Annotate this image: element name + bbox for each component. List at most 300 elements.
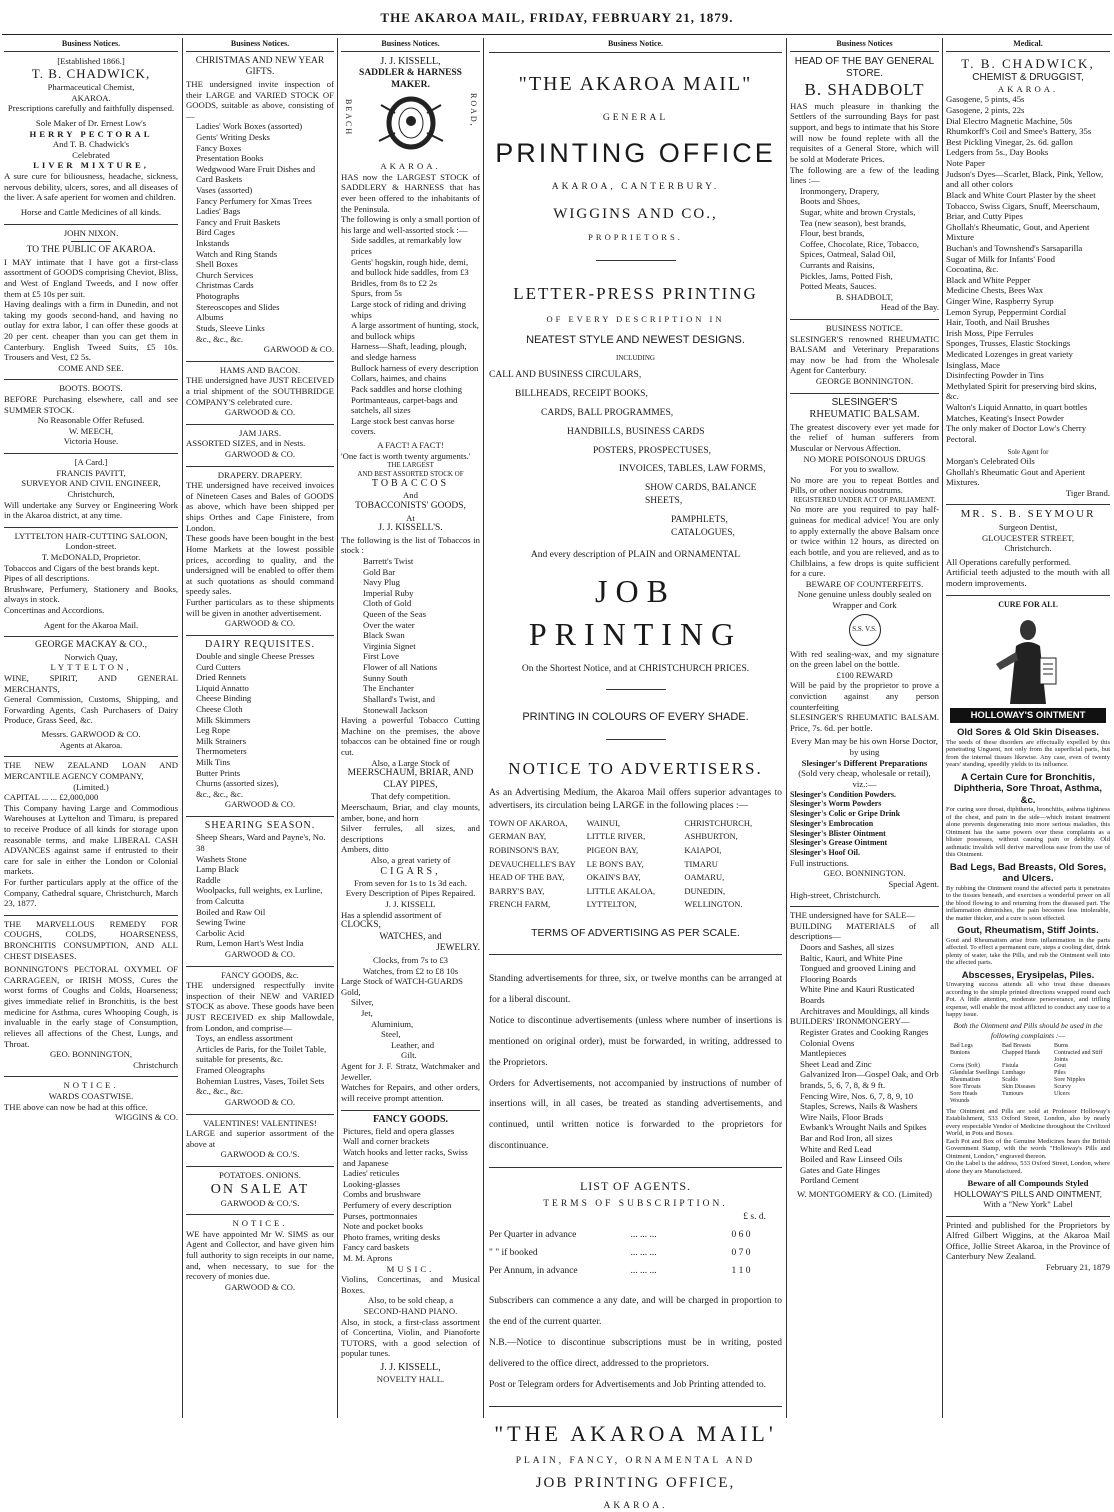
special-agent: Special Agent. [888,878,939,889]
list-item: Dried Rennets [196,672,246,683]
list-item: Toys, an endless assortment [196,1033,293,1044]
fancy-sig: GARWOOD & CO. [224,1096,296,1107]
place-item: LITTLE RIVER, [586,831,646,842]
footer-title: "THE AKAROA MAIL' [494,1420,777,1446]
at-line: At [406,512,415,523]
dairy-heading: DAIRY REQUISITES. [205,638,315,650]
list-item: Fancy card baskets [343,1242,410,1253]
bronch-body: For curing sore throat, diphtheria, bronchitis, asthma tightness of the chest, and pain in the side—which instant treatment alone prevents degenerating into more serious maladies, this Ointment has the same powers over these complaints as a blister possesses, without causing pain or debility. Old asthmatic invalids will derive marvellous ease from the use of this Ointment. [946,806,1110,859]
ad-holloway [946,600,1110,1210]
print-service-item: SHOW CARDS, BALANCE SHEETS, [645,483,757,506]
list-item: Ladies' reticules [343,1168,400,1179]
no-more-heading: NO MORE POISONOUS DRUGS [803,453,926,464]
list-item: Side saddles, at remarkably low prices [351,235,462,256]
saddle-emblem [341,93,480,161]
tobacconists-heading: TOBACCONISTS' GOODS, [355,501,466,512]
piano-heading: SECOND-HAND PIANO. [363,1306,458,1317]
shadbolt-following: The following are a few of the leading lines :— [790,164,939,186]
xmas-sig: GARWOOD & CO. [263,344,334,355]
shear-list [186,832,334,949]
list-item: Judson's Dyes—Scarlet, Black, Pink, Yellow, and all other colors [946,168,1104,190]
silver-body: Silver ferrules, all sizes, and descriptions [341,823,480,844]
kissell-body: The following is only a small portion of his large and well-assorted stock :— [341,214,480,235]
imprint [946,1220,1110,1273]
list-item: White and Red Lead [800,1143,872,1154]
list-item: Milk Strainers [196,735,246,746]
drapery-body: THE undersigned have received invoices of Nineteen Cases and Bales of GOODS as above, which have been shipped per ships Orthes and Cape Finistere, from London. [186,480,334,533]
print-service-item: HANDBILLS, BUSINESS CARDS [567,426,705,437]
list-item: Coffee, Chocolate, Rice, Tobacco, [800,238,919,249]
divider [186,1166,334,1167]
divider [186,635,334,636]
list-item: Curd Cutters [196,661,241,672]
fact-heading: A FACT! A FACT! [377,439,444,450]
complaint-item: Fistula [1002,1063,1019,1070]
list-item: Christmas Cards [196,280,254,291]
list-item: Photo frames, writing desks [343,1231,441,1242]
tiger-line: Tiger Brand. [1065,487,1110,498]
list-item: The Enchanter [363,683,414,694]
ad-lyttelton-saloon [4,531,178,630]
column-heading: Business Notices [790,38,939,52]
divider [4,1076,178,1077]
list-item: A large assortment of hunting, stock, and bullock whips [351,320,479,341]
list-item: Sunny South [363,672,408,683]
jewelry-heading: JEWELRY. [436,943,480,954]
chad-name: T. B. CHADWICK, [961,55,1095,71]
table-cell: " " if booked [489,1247,538,1258]
lsd-header: £ s. d. [743,1212,766,1223]
pavitt-title: SURVEYOR AND CIVIL ENGINEER, [21,478,161,489]
chadwick-town: AKAROA. [71,92,111,103]
column-4 [489,38,782,1511]
drapery-heading: DRAPERY. DRAPERY. [217,469,303,480]
divider [4,915,178,916]
list-item: Slesinger's Colic or Gripe Drink [790,809,901,818]
place-item: PIGEON BAY, [586,844,639,855]
shadbolt-sig: B. SHADBOLT, [835,291,894,302]
cutting-body: Having a powerful Tobacco Cutting Machine on the premises, the above tobaccos can be obtained fine or rough cut. [341,715,480,757]
ad-notice-sims [186,1218,334,1292]
ad-chadwick [4,56,178,218]
ad-fancy [186,970,334,1108]
place-item: DUNEDIN, [684,885,726,896]
complaint-item: Chapped Hands [1002,1049,1041,1056]
seymour-name: MR. S. B. SEYMOUR [960,508,1096,521]
complaint-item: Tumours [1002,1090,1024,1097]
list-item: Mantlepieces [800,1048,847,1059]
mackay-quay: Norwich Quay, [64,651,118,662]
place-item: WAINUI, [586,817,620,828]
list-item: Doors and Sashes, all sizes [800,942,894,953]
cure-label: CURE FOR ALL [998,599,1058,609]
list-item: Lemon Syrup, Peppermint Cordial [946,306,1067,317]
nz-body: This Company having Large and Commodious Warehouses at Lyttelton and Timaru, is prepared to receive Produce of all kinds for storage upon reasonable terms, and make LIBERAL CASH ADVANCES against same if entrusted to their care for sale in either the London or Colonial markets. [4,802,178,877]
list-item: Ironmongery, Drapery, [800,185,880,196]
list-item: Double and single Cheese Presses [196,650,315,661]
masthead-rule [2,34,1112,35]
table-cell: Per Quarter in advance [489,1229,577,1240]
also2-line: Also, a great variety of [370,855,451,865]
list-item: Sugar of Milk for Infants' Food [946,253,1055,264]
reward-heading: £100 REWARD [836,669,893,680]
repairs-body: Watches for Repairs, and other orders, will receive prompt attention. [341,1082,480,1103]
nz-body: For further particulars apply at the office of the Company, Cathedral square, Christchurch, March 23, 1877. [4,876,178,909]
place-item: ASHBURTON, [684,831,738,842]
list-item: Over the water [363,619,415,630]
list-item: Sponges, Trusses, Elastic Stockings [946,338,1071,349]
place-item: TOWN OF AKAROA, [489,817,568,828]
ambers-line: Ambers, ditto [341,844,389,855]
saloon-body: Pipes of all descriptions. [4,573,90,584]
list-item: Pictures, field and opera glasses [343,1125,455,1136]
ad-nixon [4,228,178,374]
table-cell: 1 1 0 [731,1265,751,1276]
divider [341,1110,480,1111]
divider [596,260,676,261]
list-item: Butter Prints [196,767,241,778]
sole-line: Ghollah's Rheumatic Gout and Aperient Mixtures. [946,466,1086,488]
divider [946,504,1110,505]
seal-container [790,614,939,646]
complaint-item: Glandular Swellings [950,1070,1000,1077]
side-label-right: ROAD, [469,93,478,128]
nixon-heading: TO THE PUBLIC OF AKAROA. [26,245,156,256]
proprietors-line: PROPRIETORS. [588,232,683,243]
place-item: LE BON'S BAY, [586,858,644,869]
final-sig: J. J. KISSELL, [380,1362,441,1374]
divider [186,424,334,425]
chad-town: AKAROA. [997,83,1059,94]
chemist-list [946,94,1110,444]
column-heading: Business Notices. [4,38,178,52]
list-item: Medicine Chests, Bees Wax [946,285,1044,296]
abscess-body: Unvarying success attends all who treat these diseases according to the simple printed directions wrapped round each Pot. A little attention, moderate perseverance, and trifling expense, will enable the most afflicted to conduct any case to a happy issue. [946,981,1110,1018]
bad-legs-heading: Bad Legs, Bad Breasts, Old Sores, and Ulcers. [949,861,1107,885]
ham-body: THE undersigned have JUST RECEIVED a trial shipment of the SOUTHBRIDGE COMPANY'S celebrated cure. [186,375,334,407]
shortest-line: On the Shortest Notice, and at CHRISTCHURCH PRICES. [521,663,750,674]
list-item: Ledgers from 5s., Day Books [946,147,1049,158]
neatest-line: NEATEST STYLE AND NEWEST DESIGNS. [526,333,745,346]
place-item: ROBINSON'S BAY, [489,844,560,855]
kissell-name: J. J. KISSELL, [380,55,441,67]
bn-heading: BUSINESS NOTICE. [825,323,904,334]
divider [489,1406,782,1407]
christchurch-line: Christchurch. [1004,543,1052,554]
boots-body: BEFORE Purchasing elsewhere, call and see SUMMER STOCK. [4,394,178,415]
also-line: Also, a Large Stock of [371,757,450,768]
chadwick-line: A sure cure for biliousness, headache, sickness, nervous debility, ulcers, sores, and all diseases of the liver. A safe aperient for women and children. [4,171,178,203]
list-item: Walton's Liquid Annatto, in quart bottles [946,402,1088,413]
list-item: Disinfecting Powder in Tins [946,370,1044,381]
shadbolt-sig: Head of the Bay. [880,302,939,313]
metals-list [341,987,480,1061]
pavitt-town: Christchurch, [67,488,115,499]
sles-heading: SLESINGER'S [831,396,898,408]
list-item: Bohemian Lustres, Vases, Toilet Sets [196,1075,325,1086]
val-sig: GARWOOD & CO.'S. [220,1149,300,1160]
fact-line: THE LARGEST [387,461,434,470]
complaint-item: Scalds [1002,1077,1018,1084]
adv-body: As an Advertising Medium, the Akaroa Mail offers superior advantages to advertisers, its circulation being LARGE in the following places :— [489,788,782,811]
divider [606,689,666,690]
list-item: Staples, Screws, Nails & Washers [800,1101,918,1112]
xmas-heading: CHRISTMAS AND NEW YEAR GIFTS. [195,55,325,78]
column-divider [942,38,943,1418]
general-label: GENERAL [602,112,669,123]
fact-line: AND BEST ASSORTED STOCK OF [357,469,464,478]
list-item: Gents' Writing Desks [196,131,270,142]
clocks-heading: CLOCKS, [341,920,381,931]
holloway-emblem [973,600,1083,708]
abscess-heading: Abscesses, Erysipelas, Piles. [961,969,1095,981]
kissell-sig: J. J. KISSELL [385,899,436,910]
list-item: Boots and Shoes, [800,196,861,207]
column-divider [483,38,484,1418]
colours-heading: PRINTING IN COLOURS OF EVERY SHADE. [522,711,749,724]
notice-heading: NOTICE. [63,1080,119,1091]
label-body: On the Label is the address, 533 Oxford Street, London, where alone they are Manufactured. [946,1160,1110,1175]
list-item: Photographs [196,291,240,302]
shadbolt-name: B. SHADBOLT [804,80,925,100]
kissell-town: AKAROA. [380,161,441,172]
list-item: Sewing Twine [196,917,246,928]
complaint-item: Bad Breasts [1002,1042,1031,1049]
column-heading: Medical. [946,38,1110,52]
fancy-heading: FANCY GOODS, &c. [221,969,299,980]
print-service-item: POSTERS, PROSPECTUSES, [593,445,711,456]
ad-kissell-saddler [341,56,480,1104]
chadwick-name: T. B. CHADWICK, [31,66,151,82]
list-item: Inkstands [196,238,230,249]
nb-body: N.B.—Notice to discontinue subscriptions must be in writing, posted delivered to the office direct, addressed to the proprietors. [489,1338,782,1370]
music-items: Violins, Concertinas, and Musical Boxes. [341,1274,480,1295]
for-you: For you to swallow. [830,464,899,475]
every-plain: And every description of PLAIN and ORNAMENTAL [530,550,741,561]
list-item: Carbolic Acid [196,927,245,938]
reward-body: Will be paid by the proprietor to prove a conviction against any person counterfeiting [790,680,939,712]
list-item: Collars, haimes, and chains [351,373,447,384]
repairs-line: Every Description of Pipes Repaired. [345,888,476,899]
place-item: GERMAN BAY, [489,831,547,842]
list-item: Slesinger's Blister Ointment [790,828,886,838]
list-item: Ladies' Work Boxes (assorted) [196,121,303,132]
red-seal: With red sealing-wax, and my signature on the green label on the bottle. [790,648,939,670]
prep-sub: (Sold very cheap, wholesale or retail), viz.:— [798,768,931,789]
list-item: Slesinger's Worm Powders [790,799,882,809]
divider [790,393,939,394]
dairy-sig: GARWOOD & CO. [224,799,296,810]
place-item: FRENCH FARM, [489,899,551,910]
chadwick-line: HERRY PECTORAL [29,128,153,139]
divider [489,954,782,955]
list-item: Note and pocket books [343,1221,423,1232]
complaint-item: Contracted and Stiff Joints [1054,1049,1103,1063]
card-label: [A Card.] [74,457,108,468]
sub-note: Subscribers can commence a any date, and will be charged in proportion to the end of the current quarter. [489,1296,782,1328]
list-item: Best Pickling Vinegar, 2s. 6d. gallon [946,136,1073,147]
list-item: Black and White Pepper [946,274,1031,285]
no-more-body: No more are you to repeat Bottles and Pills, or other noxious nostrums. [790,474,939,496]
pavitt-body: Will undertake any Survey or Engineering Work in the Akaroa district, at any time. [4,499,178,521]
footer-line: AKAROA. [603,1500,668,1511]
print-service-item: BILLHEADS, RECEIPT BOOKS, [515,389,648,400]
nixon-end: COME AND SEE. [58,362,124,373]
complaint-item: Rheumatism [950,1077,981,1084]
place-item: KAIAPOI, [684,844,722,855]
list-item: Stereoscopes and Slides [196,301,280,312]
complaint-item: Burns [1054,1042,1069,1049]
list-item: Slesinger's Condition Powders. [790,789,897,799]
list-item: Articles de Paris, for the Toilet Table, suitable for presents, &c. [196,1043,327,1065]
list-item: Large stock of riding and driving whips [351,299,466,320]
complaint-item: Sore Throats [950,1084,981,1091]
large-stock: Large Stock of WATCH-GUARDS [341,976,464,987]
list-item: Colonial Ovens [800,1037,855,1048]
column-1 [4,38,178,1416]
notice-sub: WARDS COASTWISE. [48,1090,134,1101]
holloway-banner: HOLLOWAY'S OINTMENT [950,708,1106,724]
ops-line: All Operations carefully performed. [946,556,1071,567]
tobacco-heading: TOBACCOS [371,478,450,490]
drapery-body: These goods have been bought in the best Home Markets at the lowest possible prices, according to quality, and the undersigned will be enabled to offer them at such quotations as should command speedy sales. [186,533,334,597]
list-item: The only maker of Doctor Low's Cherry Pectoral. [946,423,1087,444]
complaint-item: Piles [1054,1070,1066,1077]
cigars-heading: CIGARS, [380,865,441,877]
list-item: Note Paper [946,158,985,169]
sole-line: Sole Agent for [1007,447,1049,456]
complaint-item: Bad Legs [950,1042,973,1049]
list-item: Slesinger's Hoof Oil. [790,848,860,857]
beware-line: With a "New York" Label [983,1198,1073,1209]
pot-heading: POTATOES. ONIONS. [219,1169,301,1180]
list-item: Potted Meats, Sauces. [800,281,877,292]
chadwick-sub: Pharmaceutical Chemist, [47,82,135,93]
list-item: Irish Moss, Pipe Ferrules [946,327,1034,338]
list-item: Framed Oleographs [196,1065,265,1076]
list-item: Ginger Wine, Raspberry Syrup [946,295,1054,306]
horse-collar-icon [371,93,451,155]
old-sores-heading: Old Sores & Old Skin Diseases. [956,727,1100,739]
list-item: Medicated Lozenges in great variety [946,349,1073,360]
nixon-body: I MAY intimate that I have got a first-class assortment of GOODS comprising Cheviot, Bliss, and West of England Tweeds, and I now offer them at £5 10s per suit. [4,256,178,299]
terms-heading: TERMS OF ADVERTISING AS PER SCALE. [531,926,740,939]
prep-list [790,790,939,858]
list-item: Tongued and grooved Lining and Flooring Boards [800,963,916,984]
column-heading: Business Notice. [489,38,782,53]
standing-body: Standing advertisements for three, six, or twelve months can be arranged at for a liberal discount. [489,974,782,1006]
divider [4,224,178,225]
complaint-item: Bunions [950,1049,971,1056]
list-item: Leather, and [391,1039,435,1050]
list-item: Isinglass, Mace [946,359,1001,370]
list-item: Wall and corner brackets [343,1136,430,1147]
final-sig: NOVELTY HALL. [376,1374,445,1385]
tobacco-list [341,556,480,715]
list-item: Flower of all Nations [363,662,438,673]
chadwick-line: And T. B. Chadwick's [52,139,130,150]
ad-shadbolt [790,56,939,313]
table-cell: ... ... ... [630,1265,657,1276]
fact-quote: 'One fact is worth twenty arguments.' [341,450,471,461]
post-body: Post or Telegram orders for Advertisements and Job Printing attended to. [489,1379,766,1390]
complaint-item: Lumbago [1002,1070,1025,1077]
list-item: Stonewall Jackson [363,704,428,715]
print-service-item: CALL AND BUSINESS CIRCULARS, [489,370,642,381]
divider [186,466,334,467]
list-item: Virginia Signet [363,640,416,651]
chadwick-line: Prescriptions carefully and faithfully dispensed. [7,103,175,114]
places-grid [489,817,782,912]
place-item: BARRY'S BAY, [489,885,545,896]
xmas-list [186,121,334,344]
list-item: Harness—Shaft, leading, plough, and sledge harness [351,341,467,363]
list-item: Architraves and Mouldings, all kinds [800,1005,930,1016]
bn-sig: GEORGE BONNINGTON. [815,376,914,387]
place-item: OKAIN'S BAY, [586,872,641,883]
list-item: Milk Skimmers [196,714,251,725]
rheum-heading: RHEUMATIC BALSAM. [809,408,920,420]
remedy-sig: Christchurch [133,1059,178,1070]
music-body: Also, in stock, a first-class assortment of Concertina, Violin, and Pianoforte TUTORS, with a good selection of popular tunes. [341,1316,480,1359]
subs-heading: TERMS OF SUBSCRIPTION. [543,1199,728,1210]
list-item: Cheese Binding [196,693,252,704]
pavitt-name: FRANCIS PAVITT, [56,467,126,478]
divider [790,319,939,320]
list-item: Fancy and Fruit Baskets [196,216,281,227]
list-item: Purses, portmonnaies [343,1210,418,1221]
ham-heading: HAMS AND BACON. [219,364,301,375]
list-item: Boiled and Raw Oil [196,906,266,917]
nixon-name: JOHN NIXON. [63,227,119,238]
rheum-body: The greatest discovery ever yet made for the relief of human sufferers from Muscular or Nervous Affection. [790,421,939,453]
list-item: Spices, Oatmeal, Salad Oil, [800,249,896,260]
notice-heading: NOTICE. [232,1218,288,1229]
seal-icon: S.S. V.S. [849,614,881,646]
kissell-trade: SADDLER & HARNESS MAKER. [359,67,462,90]
list-item: Ladies' Bags [196,206,241,217]
divider [606,739,666,740]
nz-heading: THE NEW ZEALAND LOAN AND MERCANTILE AGENCY COMPANY, [4,760,178,781]
table-cell: ... ... ... [630,1229,657,1240]
complaint-item: Wounds [950,1097,970,1104]
ironmongery-list [790,1027,939,1186]
column-heading: Business Notices. [341,38,480,52]
divider [4,453,178,454]
complaint-item: Corns (Soft) [950,1063,980,1070]
list-item: Baltic, Kauri, and White Pine [800,952,903,963]
table-cell: Per Annum, in advance [489,1265,578,1276]
divider [489,1167,782,1168]
place-item: TIMARU [684,858,718,869]
list-item: Bridles, from 8s to £2 2s [351,277,437,288]
chadwick-line: Sole Maker of Dr. Ernest Low's [35,118,147,129]
complaint-item: Scurvy [1054,1084,1071,1091]
column-divider [337,38,338,1418]
agents-heading: LIST OF AGENTS. [579,1179,692,1194]
list-item: Currants and Raisins, [800,260,875,270]
each-body: Each Pot and Box of the Genuine Medicines bears the British Government Stamp, with the words "Holloway's Pills and Ointment, London," engraved thereon. [946,1137,1110,1160]
remedy-body: BONNINGTON'S PECTORAL OXYMEL OF CARRAGEEN, or IRISH MOSS, Cures the worst forms of Coughs and Colds, Hoarseness; gives immediate relief in Bronchitis, is the best medicine for Asthma, cures Whooping Cough, is invaluable in the early stage of Consumption, relieves all affections of the Chest, Lungs, and Throat. [4,964,178,1049]
list-item: Wire Nails, Floor Brads [800,1111,884,1122]
place-item: LYTTELTON, [586,899,637,910]
printing-office-heading: PRINTING OFFICE [495,137,776,168]
list-item: Fancy Boxes [196,142,242,153]
list-item: Matches, Keating's Insect Powder [946,412,1064,423]
list-item: &c., &c., &c. [196,788,244,799]
beware-line: Beware of all Compounds Styled [967,1177,1089,1188]
building-heading: BUILDING MATERIALS of all descriptions— [790,920,939,942]
